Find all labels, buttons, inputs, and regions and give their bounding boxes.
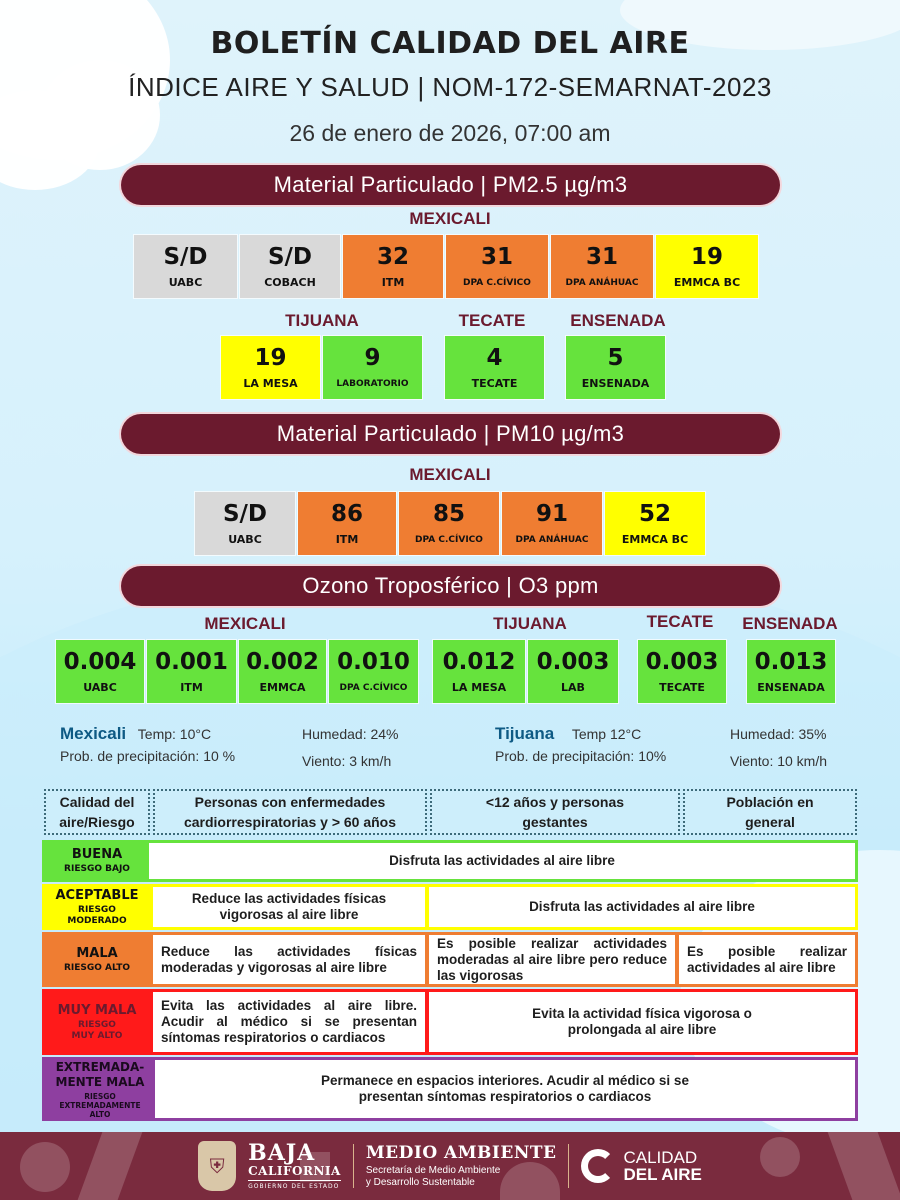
- station-name: UABC: [168, 275, 203, 289]
- station-name: UABC: [83, 680, 117, 694]
- station-name: UABC: [228, 532, 262, 546]
- station-value: 32: [376, 243, 409, 270]
- table-header-children: <12 años y personas gestantes: [430, 789, 680, 835]
- risk-label: [45, 992, 149, 1052]
- station-cell: [239, 640, 326, 703]
- pm25-mexicali-label: MEXICALI: [409, 209, 491, 228]
- risk-level: RIESGO ALTO: [63, 962, 131, 973]
- station-value: 5: [607, 344, 624, 371]
- station-name: EMMCA: [259, 680, 306, 694]
- o3-tijuana-stations: [433, 640, 618, 703]
- station-cell: [551, 235, 653, 298]
- footer: [0, 1132, 900, 1200]
- risk-level: RIESGO EXTREMADAMENTE ALTO: [59, 1091, 141, 1119]
- station-name: LABORATORIO: [336, 378, 409, 389]
- risk-name: EXTREMADA-MENTE MALA: [55, 1059, 145, 1089]
- agency-title: MEDIO AMBIENTE: [365, 1143, 557, 1163]
- station-cell: [221, 336, 320, 399]
- table-header-cardio: Personas con enfermedades cardiorrespiratorias y > 60 años: [153, 789, 427, 835]
- risk-label: [45, 887, 149, 927]
- risk-row-very-bad: [42, 989, 858, 1055]
- risk-advice: Reduce las actividades físicas vigorosas al aire libre: [153, 887, 425, 927]
- risk-row-bad: [42, 932, 858, 987]
- pm25-tijuana-stations: [221, 336, 422, 399]
- station-value: 0.010: [337, 648, 410, 675]
- report-datetime: 26 de enero de 2026, 07:00 am: [289, 120, 611, 146]
- station-cell: [656, 235, 758, 298]
- weather-wind: Viento: 10 km/h: [730, 753, 828, 769]
- station-cell: [147, 640, 236, 703]
- risk-label: [45, 1060, 155, 1118]
- risk-label: [45, 935, 149, 984]
- station-cell: [399, 492, 499, 555]
- weather-wind: Viento: 3 km/h: [302, 753, 392, 769]
- pm25-banner: Material Particulado | PM2.5 µg/m3: [121, 165, 780, 205]
- risk-advice: Evita la actividad física vigorosa o prolongada al aire libre: [429, 992, 855, 1052]
- station-value: 19: [254, 344, 287, 371]
- pm25-ensenada-label: ENSENADA: [570, 311, 666, 330]
- station-name: LAB: [561, 680, 585, 694]
- station-cell: [605, 492, 705, 555]
- station-cell: [329, 640, 418, 703]
- pm25-ensenada-stations: [566, 336, 665, 399]
- divider: [568, 1144, 569, 1188]
- station-value: 86: [330, 500, 363, 527]
- o3-ensenada-stations: [747, 640, 835, 703]
- station-name: TECATE: [471, 376, 518, 390]
- risk-advice: Evita las actividades al aire libre. Acudir al médico si se presentan síntomas respiratorios o cardiacos: [153, 992, 425, 1052]
- medio-ambiente-logo: [366, 1143, 557, 1189]
- risk-advice: Disfruta las actividades al aire libre: [149, 843, 855, 879]
- station-cell: [638, 640, 726, 703]
- state-crest-icon: ⛨: [198, 1141, 236, 1191]
- station-name: DPA ANÁHUAC: [515, 534, 589, 545]
- station-name: LA MESA: [243, 376, 298, 390]
- pm10-mexicali-label: MEXICALI: [409, 465, 491, 484]
- o3-banner: Ozono Troposférico | O3 ppm: [121, 566, 780, 606]
- divider: [353, 1144, 354, 1188]
- station-name: ITM: [335, 532, 359, 546]
- risk-row-acceptable: [42, 884, 858, 930]
- weather-tijuana-row1: [495, 724, 641, 744]
- o3-tecate-label: TECATE: [646, 612, 714, 631]
- weather-humidity: Humedad: 24%: [302, 726, 399, 742]
- risk-name: ACEPTABLE: [55, 887, 139, 903]
- risk-advice: Permanece en espacios interiores. Acudir al médico si se presentan síntomas respiratorios o cardiacos: [155, 1060, 855, 1118]
- station-cell: [343, 235, 443, 298]
- state-name-line2: CALIFORNIA: [248, 1164, 341, 1178]
- station-value: 31: [480, 243, 513, 270]
- station-name: TECATE: [659, 680, 705, 694]
- station-cell: [528, 640, 618, 703]
- risk-row-good: [42, 840, 858, 882]
- calidad-del-aire-logo: [581, 1149, 701, 1183]
- station-cell: [446, 235, 548, 298]
- station-cell: [323, 336, 422, 399]
- risk-level: RIESGO BAJO: [64, 864, 130, 874]
- baja-california-logo: [248, 1142, 341, 1190]
- weather-temp: Temp: 10°C: [137, 726, 212, 742]
- weather-temp: Temp 12°C: [571, 726, 642, 742]
- risk-advice: Disfruta las actividades al aire libre: [429, 887, 855, 927]
- risk-level: RIESGO MUY ALTO: [71, 1019, 123, 1041]
- brand-line1: CALIDAD: [623, 1148, 698, 1167]
- pm10-banner: Material Particulado | PM10 µg/m3: [121, 414, 780, 454]
- station-cell: [433, 640, 525, 703]
- risk-advice: Es posible realizar actividades moderadas al aire libre pero reduce las vigorosas: [429, 935, 675, 984]
- station-value: 0.002: [246, 648, 319, 675]
- risk-label: [45, 843, 149, 879]
- station-cell: [502, 492, 602, 555]
- station-value: 4: [486, 344, 503, 371]
- station-name: DPA C.CÍVICO: [339, 682, 408, 693]
- footer-logos: [0, 1132, 900, 1200]
- station-value: 0.003: [645, 648, 719, 675]
- o3-tecate-stations: [638, 640, 726, 703]
- pm25-tecate-label: TECATE: [458, 311, 526, 330]
- risk-advice: Es posible realizar actividades al aire libre: [679, 935, 855, 984]
- ring-logo-icon: [581, 1149, 615, 1183]
- station-cell: [566, 336, 665, 399]
- station-value: 0.012: [442, 648, 516, 675]
- state-government: GOBIERNO DEL ESTADO: [248, 1180, 341, 1190]
- station-value: S/D: [267, 243, 313, 270]
- weather-mexicali-row1: [60, 724, 211, 744]
- station-name: ITM: [180, 680, 203, 694]
- station-value: 85: [432, 500, 465, 527]
- weather-city: Tijuana: [495, 724, 555, 743]
- page-title: BOLETÍN CALIDAD DEL AIRE: [210, 26, 690, 61]
- risk-level: RIESGO MODERADO: [67, 904, 127, 926]
- pm10-mexicali-stations: [195, 492, 705, 555]
- table-header-general: Población en general: [683, 789, 857, 835]
- station-cell: [747, 640, 835, 703]
- pm25-tijuana-label: TIJUANA: [285, 311, 359, 330]
- agency-subtitle-2: y Desarrollo Sustentable: [365, 1177, 475, 1188]
- o3-mexicali-stations: [56, 640, 418, 703]
- station-value: 91: [535, 500, 568, 527]
- agency-subtitle-1: Secretaría de Medio Ambiente: [365, 1165, 501, 1176]
- station-name: EMMCA BC: [673, 275, 741, 289]
- station-cell: [134, 235, 237, 298]
- risk-advice: Reduce las actividades físicas moderadas y vigorosas al aire libre: [153, 935, 425, 984]
- station-name: DPA C.CÍVICO: [463, 277, 531, 288]
- station-cell: [195, 492, 295, 555]
- risk-name: MUY MALA: [57, 1002, 137, 1018]
- station-name: DPA ANÁHUAC: [565, 277, 639, 288]
- weather-precip: Prob. de precipitación: 10 %: [60, 748, 236, 764]
- risk-name: MALA: [76, 945, 118, 961]
- station-name: COBACH: [264, 275, 316, 289]
- page-subtitle: ÍNDICE AIRE Y SALUD | NOM-172-SEMARNAT-2023: [128, 72, 772, 102]
- o3-mexicali-label: MEXICALI: [204, 614, 286, 633]
- station-value: 52: [638, 500, 671, 527]
- pm25-mexicali-stations: [134, 235, 758, 298]
- risk-name: BUENA: [71, 847, 123, 862]
- o3-tijuana-label: TIJUANA: [493, 614, 567, 633]
- station-value: 19: [690, 243, 723, 270]
- station-cell: [298, 492, 396, 555]
- station-value: S/D: [222, 500, 268, 527]
- pm25-tecate-stations: [445, 336, 544, 399]
- station-value: 0.001: [155, 648, 228, 675]
- station-value: S/D: [163, 243, 208, 270]
- station-value: 9: [364, 344, 381, 371]
- station-cell: [445, 336, 544, 399]
- weather-precip: Prob. de precipitación: 10%: [495, 748, 667, 764]
- table-header-risk: Calidad del aire/Riesgo: [44, 789, 150, 835]
- station-value: 0.003: [536, 648, 610, 675]
- station-name: ITM: [381, 275, 405, 289]
- risk-row-extremely-bad: [42, 1057, 858, 1121]
- station-cell: [240, 235, 340, 298]
- station-name: LA MESA: [451, 680, 507, 694]
- station-name: ENSENADA: [581, 376, 650, 390]
- station-value: 0.013: [754, 648, 828, 675]
- station-name: DPA C.CÍVICO: [415, 534, 483, 545]
- station-name: ENSENADA: [757, 680, 825, 694]
- station-name: EMMCA BC: [621, 532, 689, 546]
- weather-humidity: Humedad: 35%: [730, 726, 827, 742]
- station-cell: [56, 640, 144, 703]
- brand-line2: DEL AIRE: [623, 1165, 702, 1184]
- o3-ensenada-label: ENSENADA: [742, 614, 838, 633]
- state-name-line1: BAJA: [248, 1140, 316, 1166]
- station-value: 0.004: [63, 648, 137, 675]
- station-value: 31: [585, 243, 618, 270]
- weather-city: Mexicali: [60, 724, 127, 743]
